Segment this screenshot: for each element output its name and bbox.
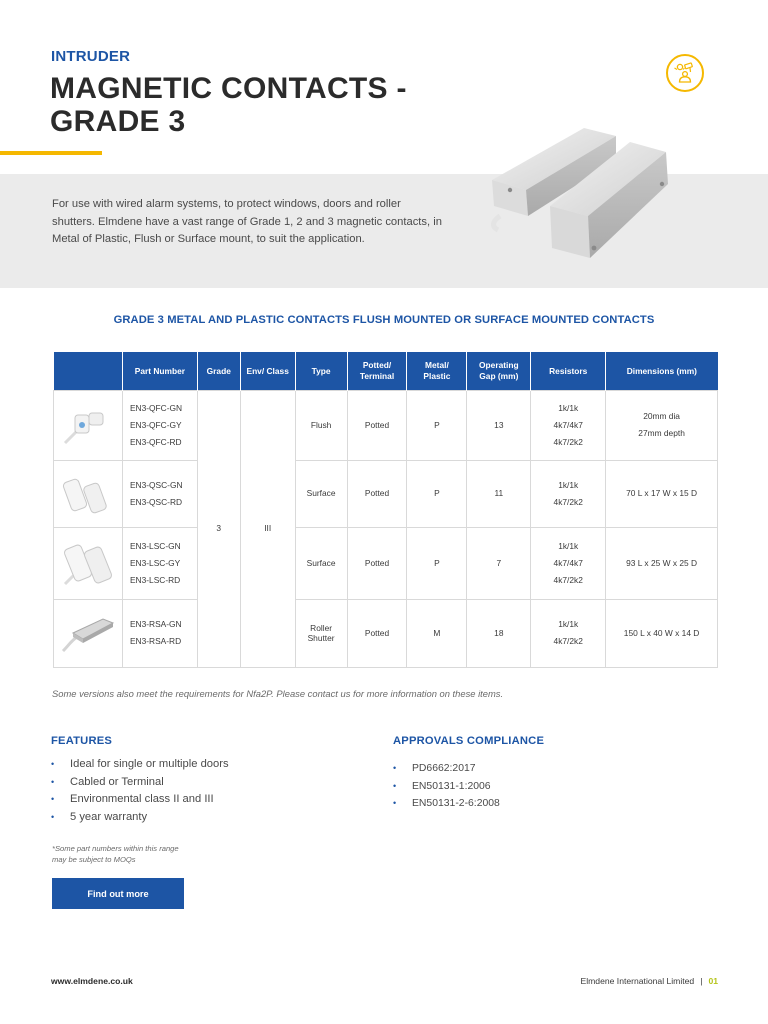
header-env-class: Env/ Class [240,352,295,390]
type-cell: Flush [295,390,347,460]
dimension-line: 20mm dia [643,411,680,421]
header-resistors: Resistors [531,352,606,390]
dimension-line: 70 L x 17 W x 15 D [626,488,698,498]
part-numbers [122,390,197,460]
type-cell: Surface [295,527,347,599]
table-footnote: Some versions also meet the requirements for Nfa2P. Please contact us for more information on these items. [52,688,504,699]
part-number: EN3-LSC-RD [129,574,181,585]
potted-cell: Potted [347,527,407,599]
feature-item: • Ideal for single or multiple doors [51,756,229,774]
table-row [54,460,718,527]
resistor-value: 4k7/2k2 [553,636,583,646]
header-grade: Grade [197,352,240,390]
feature-item: • Cabled or Terminal [51,774,229,792]
product-thumbnail-cell [54,527,123,599]
footer-website-link[interactable]: www.elmdene.co.uk [51,976,133,986]
potted-cell: Potted [347,460,407,527]
material-cell: M [407,599,467,667]
header-dimensions: Dimensions (mm) [606,352,718,390]
part-numbers [122,599,197,667]
material-cell: P [407,390,467,460]
type-line: Shutter [307,633,335,643]
resistor-value: 1k/1k [558,402,579,413]
product-thumbnail-cell [54,460,123,527]
header-potted: Potted/ Terminal [347,352,407,390]
find-out-more-button[interactable]: Find out more [52,878,184,909]
roller-shutter-contact-image [59,611,117,655]
table-row [54,527,718,599]
part-number: EN3-LSC-GN [129,540,181,551]
type-line: Roller [310,622,333,633]
dimensions-cell [606,527,718,599]
part-number: EN3-QFC-GN [129,402,183,413]
part-number: EN3-RSA-GN [129,619,182,629]
page-title-line-2: GRADE 3 [50,105,186,138]
table-header-row [54,352,718,390]
header-part-number: Part Number [122,352,197,390]
security-camera-person-icon [668,56,702,90]
dimensions-cell [606,599,718,667]
material-cell: P [407,460,467,527]
feature-item: • 5 year warranty [51,809,229,827]
spec-table [53,352,718,668]
page-title-line-1: MAGNETIC CONTACTS - [50,72,407,105]
page-title [50,72,407,138]
footer-separator: | [700,976,703,986]
dimensions-cell [606,390,718,460]
gap-cell: 18 [467,599,531,667]
table-row [54,390,718,460]
large-surface-contact-image [59,540,117,586]
env-class-cell: III [240,390,295,667]
features-list [51,756,229,826]
resistor-value: 1k/1k [558,619,579,629]
resistor-value: 4k7/4k7 [553,419,583,430]
part-numbers [122,527,197,599]
moq-note [52,843,252,865]
potted-cell: Potted [347,390,407,460]
gap-cell: 7 [467,527,531,599]
product-photo [480,108,690,278]
resistors-cell [531,527,606,599]
dimension-line: 27mm depth [638,428,685,438]
part-number: EN3-LSC-GY [129,557,181,568]
moq-note-line: may be subject to MOQs [52,855,136,864]
material-cell: P [407,527,467,599]
feature-item: • Environmental class II and III [51,791,229,809]
gap-cell: 11 [467,460,531,527]
grade-cell: 3 [197,390,240,667]
approval-item: • EN50131-2-6:2008 [393,795,500,813]
resistor-value: 4k7/2k2 [553,436,583,447]
dimensions-cell [606,460,718,527]
approvals-list [393,760,500,813]
resistors-cell [531,390,606,460]
table-heading: GRADE 3 METAL AND PLASTIC CONTACTS FLUSH MOUNTED OR SURFACE MOUNTED CONTACTS [113,314,655,326]
part-number: EN3-RSA-RD [129,636,182,646]
table-row [54,599,718,667]
category-label: INTRUDER [51,48,131,65]
part-number: EN3-QFC-RD [129,436,182,447]
part-numbers [122,460,197,527]
surface-contact-image [59,472,117,516]
moq-note-line: *Some part numbers within this range [52,844,179,853]
approvals-title: APPROVALS COMPLIANCE [393,735,545,747]
potted-cell: Potted [347,599,407,667]
approval-item: • EN50131-1:2006 [393,778,500,796]
category-badge [666,54,704,92]
dimension-line: 93 L x 25 W x 25 D [626,557,698,568]
part-number: EN3-QSC-GN [129,479,183,490]
flush-contact-image [59,403,117,447]
intro-text: For use with wired alarm systems, to protect windows, doors and roller shutters. Elmdene have a vast range of Grade 1, 2 and 3 magnetic contacts, in Metal of Plastic, Flush or Surface mount, to suit the application. [52,198,442,245]
company-name: Elmdene International Limited [580,976,695,986]
footer-company [581,976,719,986]
resistors-cell [531,599,606,667]
part-number: EN3-QFC-GY [129,419,182,430]
features-title: FEATURES [51,735,113,747]
header-gap: Operating Gap (mm) [467,352,531,390]
resistor-value: 1k/1k [558,540,579,551]
gap-cell: 13 [467,390,531,460]
resistor-value: 4k7/4k7 [553,557,583,568]
product-thumbnail-cell [54,599,123,667]
dimension-line: 150 L x 40 W x 14 D [623,627,700,638]
resistors-cell [531,460,606,527]
accent-bar [0,151,102,155]
type-cell [295,599,347,667]
page-number: 01 [708,976,718,986]
type-cell: Surface [295,460,347,527]
header-type: Type [295,352,347,390]
resistor-value: 4k7/2k2 [553,496,583,507]
product-thumbnail-cell [54,390,123,460]
approval-item: • PD6662:2017 [393,760,500,778]
header-image [54,352,123,390]
resistor-value: 4k7/2k2 [553,574,583,585]
header-material: Metal/ Plastic [407,352,467,390]
part-number: EN3-QSC-RD [129,496,183,507]
resistor-value: 1k/1k [558,479,579,490]
